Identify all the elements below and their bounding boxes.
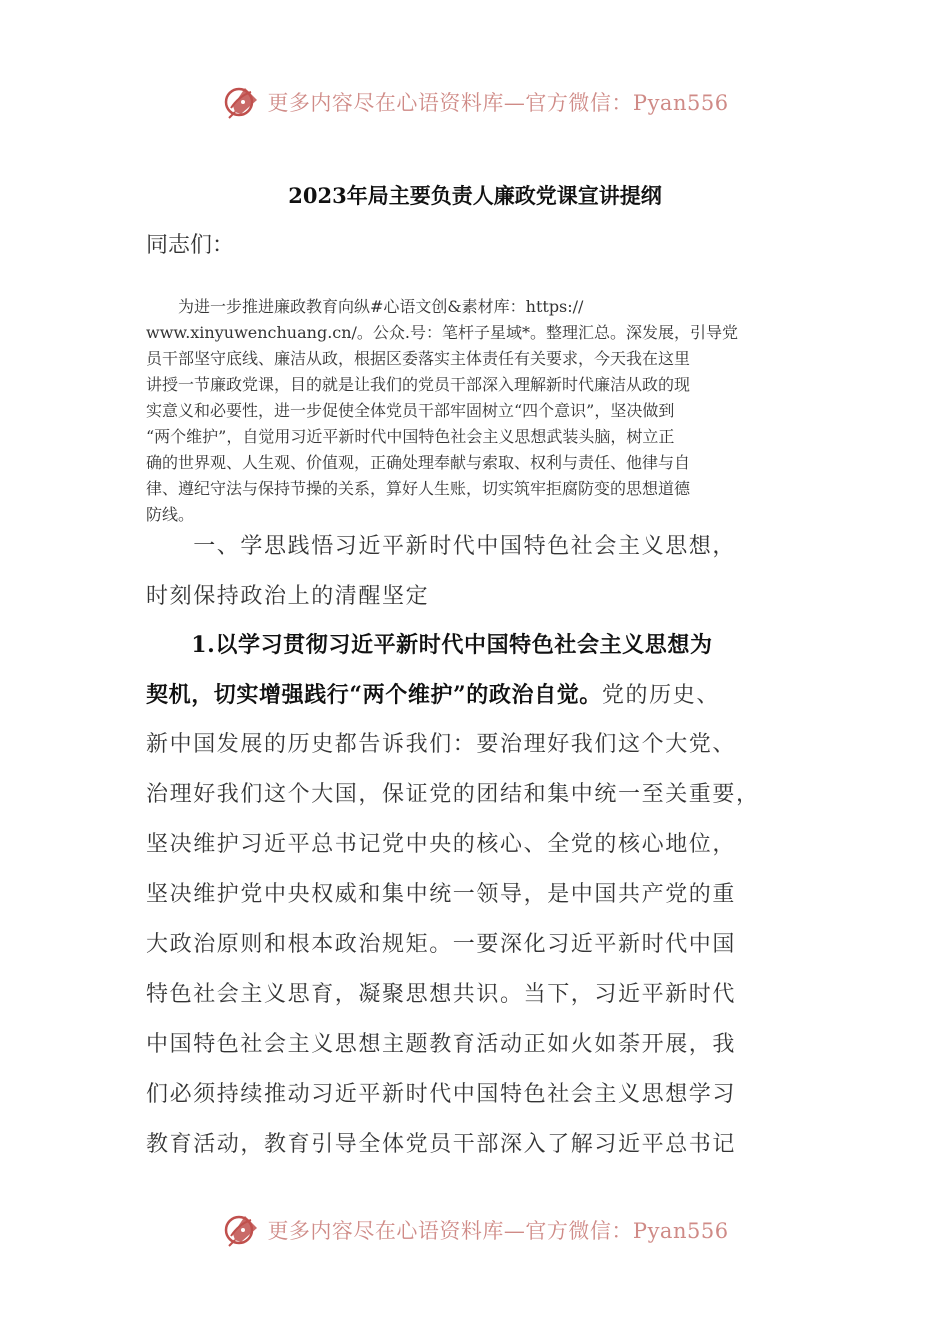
watermark-text: 更多内容尽在心语资料库—官方微信：Pyan556	[267, 91, 729, 115]
section-heading-line: 时刻保持政治上的清醒坚定	[146, 584, 430, 609]
intro-line: 防线。	[146, 505, 195, 524]
intro-line: 为进一步推进廉政教育向纵#心语文创&素材库：https://	[146, 297, 584, 316]
pen-seal-icon	[221, 1210, 261, 1250]
paragraph-text: 党的历史、	[601, 683, 720, 708]
paragraph-line: 坚决维护党中央权威和集中统一领导，是中国共产党的重	[146, 882, 737, 907]
paragraph-line: 们必须持续推动习近平新时代中国特色社会主义思想学习	[146, 1082, 737, 1107]
intro-paragraph	[146, 294, 810, 528]
paragraph-line: 治理好我们这个大国，保证党的团结和集中统一至关重要，	[146, 782, 760, 807]
pen-seal-icon	[221, 82, 261, 122]
intro-line: www.xinyuwenchuang.cn/。公众.号：笔杆子星域*。整理汇总。深发展，引导党	[146, 323, 739, 342]
paragraph-line: 大政治原则和根本政治规矩。一要深化习近平新时代中国	[146, 932, 737, 957]
section-heading-line: 一、学思践悟习近平新时代中国特色社会主义思想，	[146, 534, 737, 559]
paragraph-line: 特色社会主义思育，凝聚思想共识。当下，习近平新时代	[146, 982, 737, 1007]
intro-line: 讲授一节廉政党课，目的就是让我们的党员干部深入理解新时代廉洁从政的现	[146, 375, 691, 394]
watermark-text: 更多内容尽在心语资料库—官方微信：Pyan556	[267, 1219, 729, 1243]
paragraph-line: 新中国发展的历史都告诉我们：要治理好我们这个大党、	[146, 732, 737, 757]
section-heading-1	[146, 522, 810, 622]
intro-line: 律、遵纪守法与保持节操的关系，算好人生账，切实筑牢拒腐防变的思想道德	[146, 479, 691, 498]
paragraph-line: 坚决维护习近平总书记党中央的核心、全党的核心地位，	[146, 832, 737, 857]
intro-line: “两个维护”，自觉用习近平新时代中国特色社会主义思想武装头脑，树立正	[146, 427, 675, 446]
paragraph-line: 中国特色社会主义思想主题教育活动正如火如荼开展，我	[146, 1032, 737, 1057]
watermark-banner-bottom	[0, 1208, 950, 1252]
document-title: 2023年局主要负责人廉政党课宣讲提纲	[288, 183, 662, 208]
intro-line: 员干部坚守底线、廉洁从政，根据区委落实主体责任有关要求，今天我在这里	[146, 349, 691, 368]
greeting: 同志们：	[146, 233, 235, 258]
intro-line: 实意义和必要性，进一步促使全体党员干部牢固树立“四个意识”，坚决做到	[146, 401, 675, 420]
watermark-banner-top	[0, 80, 950, 124]
paragraph-line: 教育活动，教育引导全体党员干部深入了解习近平总书记	[146, 1132, 737, 1157]
subsection-heading-line: 1.以学习贯彻习近平新时代中国特色社会主义思想为	[146, 632, 713, 658]
subsection-paragraph	[146, 620, 810, 1170]
subsection-mixed-line	[146, 670, 810, 720]
intro-line: 确的世界观、人生观、价值观，正确处理奉献与索取、权利与责任、他律与自	[146, 453, 691, 472]
subsection-heading-line: 契机，切实增强践行“两个维护”的政治自觉。	[146, 682, 602, 708]
